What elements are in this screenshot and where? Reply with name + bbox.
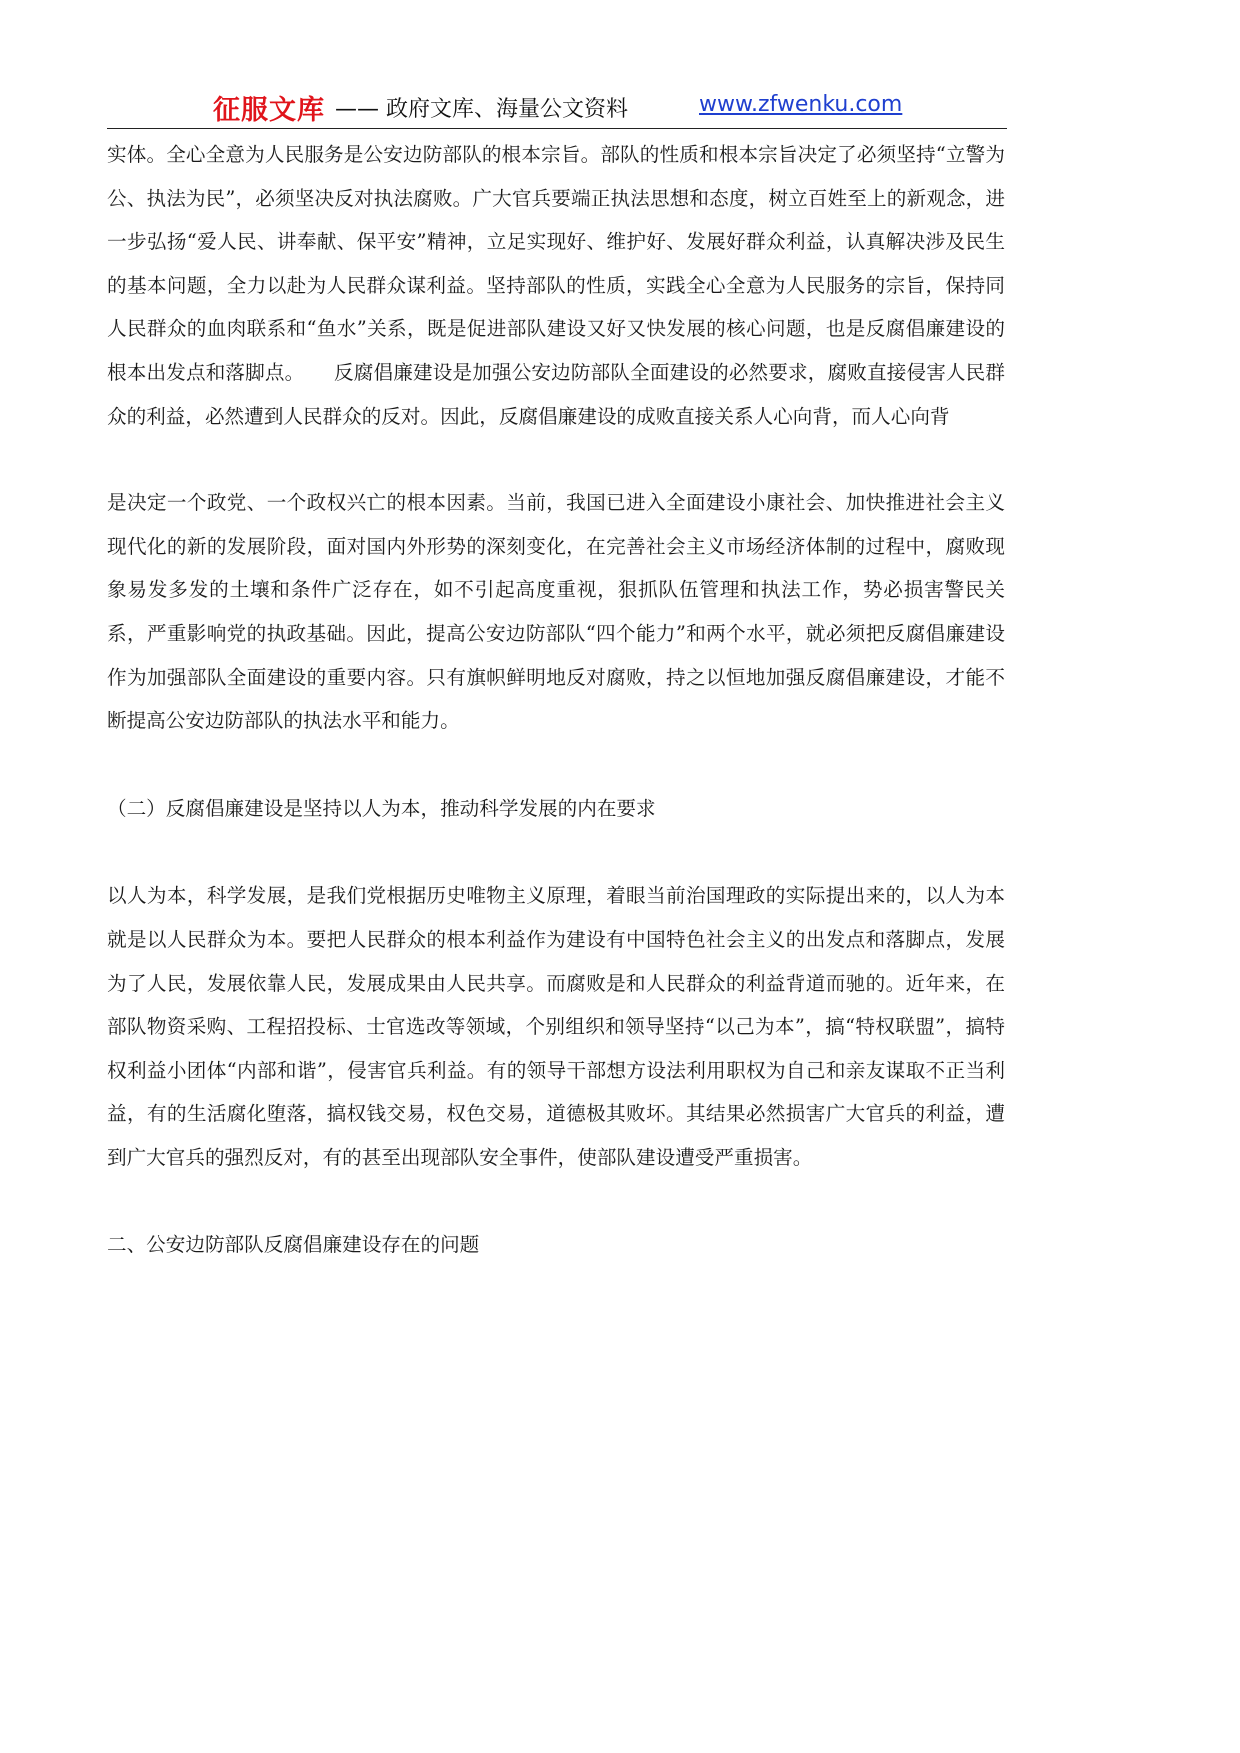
site-tagline: —— 政府文库、海量公文资料 xyxy=(335,97,628,122)
subsection-heading: （二）反腐倡廉建设是坚持以人为本，推动科学发展的内在要求 xyxy=(107,796,656,820)
paragraph-3: 以人为本，科学发展，是我们党根据历史唯物主义原理，着眼当前治国理政的实际提出来的，以人为本就是以人民群众为本。要把人民群众的根本利益作为建设有中国特色社会主义的出发点和落脚点，发展为了人民，发展依靠人民，发展成果由人民共享。而腐败是和人民群众的利益背道而驰的。近年来，在部队物资采购、工程招投标、士官选改等领域，个别组织和领导坚持“以己为本”，搞“特权联盟”，搞特权利益小团体“内部和谐”，侵害官兵利益。有的领导干部想方设法利用职权为自己和亲友谋取不正当利益，有的生活腐化堕落，搞权钱交易，权色交易，道德极其败坏。其结果必然损害广大官兵的利益，遭到广大官兵的强烈反对，有的甚至出现部队安全事件，使部队建设遭受严重损害。 xyxy=(107,884,1005,1169)
header-divider xyxy=(107,128,1007,129)
paragraph-2: 是决定一个政党、一个政权兴亡的根本因素。当前，我国已进入全面建设小康社会、加快推进社会主义现代化的新的发展阶段，面对国内外形势的深刻变化，在完善社会主义市场经济体制的过程中，腐败现象易发多发的土壤和条件广泛存在，如不引起高度重视，狠抓队伍管理和执法工作，势必损害警民关系，严重影响党的执政基础。因此，提高公安边防部队“四个能力”和两个水平，就必须把反腐倡廉建设作为加强部队全面建设的重要内容。只有旗帜鲜明地反对腐败，持之以恒地加强反腐倡廉建设，才能不断提高公安边防部队的执法水平和能力。 xyxy=(107,491,1005,733)
document-header xyxy=(107,86,1007,130)
site-brand-logo: 征服文库 xyxy=(213,95,325,126)
section-heading: 二、公安边防部队反腐倡廉建设存在的问题 xyxy=(107,1233,480,1257)
paragraph-1: 实体。全心全意为人民服务是公安边防部队的根本宗旨。部队的性质和根本宗旨决定了必须坚持“立警为公、执法为民”，必须坚决反对执法腐败。广大官兵要端正执法思想和态度，树立百姓至上的新观念，进一步弘扬“爱人民、讲奉献、保平安”精神，立足实现好、维护好、发展好群众利益，认真解决涉及民生的基本问题，全力以赴为人民群众谋利益。坚持部队的性质，实践全心全意为人民服务的宗旨，保持同人民群众的血肉联系和“鱼水”关系，既是促进部队建设又好又快发展的核心问题，也是反腐倡廉建设的根本出发点和落脚点。 反腐倡廉建设是加强公安边防部队全面建设的必然要求，腐败直接侵害人民群众的利益，必然遭到人民群众的反对。因此，反腐倡廉建设的成败直接关系人心向背，而人心向背 xyxy=(107,143,1005,428)
site-url-link[interactable]: www.zfwenku.com xyxy=(699,92,903,117)
document-body xyxy=(107,133,1005,1267)
